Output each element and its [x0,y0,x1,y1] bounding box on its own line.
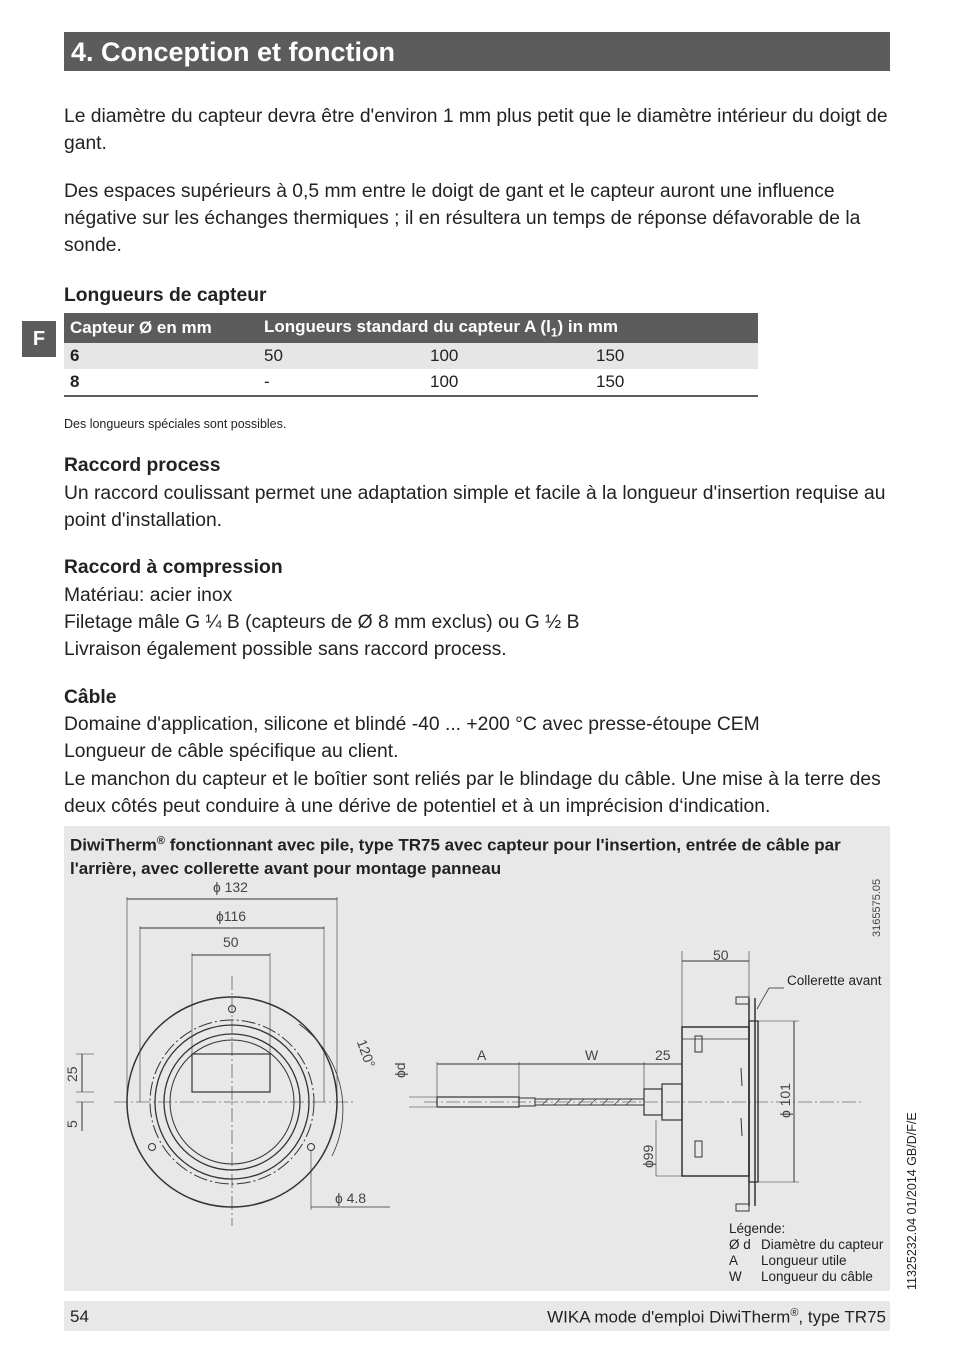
dim-diameter-132: ɸ 132 [213,879,248,895]
dim-width-50-front: 50 [223,934,239,950]
dim-diameter-116: ɸ116 [216,908,247,924]
cable-shielding: Le manchon du capteur et le boîtier sont reliés par le blindage du câble. Une mise à la terre des deux côtés peut conduire à une dérive de potentiel et à un imprécision d‘indication. [64,769,881,817]
figure-title: DiwiTherm® fonctionnant avec pile, type TR75 avec capteur pour l'insertion, entrée de câble par l'arrière, avec collerette avant pour montage panneau [70,835,841,878]
table-cell: 150 [590,343,758,369]
language-tab: F [22,321,56,357]
dim-height-5: 5 [64,1120,80,1128]
technical-drawing [64,826,890,1291]
legend [729,1221,884,1284]
page-footer [64,1301,890,1331]
sensor-lengths-table [64,313,758,397]
compression-fitting-heading: Raccord à compression [64,557,283,578]
legend-value: Diamètre du capteur [761,1237,884,1252]
side-view [409,951,864,1211]
collerette-label: Collerette avant [787,973,882,988]
table-cell: 6 [64,343,258,369]
table-row [64,343,758,369]
dim-width-25: 25 [655,1047,671,1063]
table-row [64,369,758,396]
table-cell: 150 [590,369,758,396]
legend-title: Légende: [729,1221,786,1236]
dim-diameter-101: ɸ 101 [777,1083,793,1118]
legend-key: A [729,1253,739,1268]
sensor-lengths-heading: Longueurs de capteur [64,285,267,306]
dim-angle-120: 120° [353,1037,379,1070]
drawing-number: 3165575.05 [871,878,883,937]
dim-sensor-diameter: ɸd [392,1062,408,1078]
table-cell: 50 [258,343,424,369]
dim-diameter-99: ɸ99 [640,1144,656,1168]
table-cell: - [258,369,424,396]
section-title-bar [64,32,890,71]
legend-key: Ø d [729,1237,751,1252]
technical-drawing-panel [64,826,890,1291]
cable-application: Domaine d'application, silicone et blindé -40 ... +200 °C avec presse-étoupe CEM [64,714,760,735]
cable-length: Longueur de câble spécifique au client. [64,741,399,762]
dim-width-50-side: 50 [713,947,729,963]
process-connection-text: Un raccord coulissant permet une adaptation simple et facile à la longueur d'insertion requise au point d'installation. [64,483,886,531]
table-header-diameter: Capteur Ø en mm [64,313,258,343]
compression-delivery: Livraison également possible sans raccord process. [64,639,507,660]
process-connection-heading: Raccord process [64,455,221,476]
table-cell: 100 [424,343,590,369]
page-number: 54 [70,1307,89,1326]
cable-heading: Câble [64,687,117,708]
legend-value: Longueur utile [761,1253,847,1268]
compression-thread: Filetage mâle G ¼ B (capteurs de Ø 8 mm exclus) ou G ½ B [64,612,580,633]
dim-height-25: 25 [64,1066,80,1082]
dim-label-A: A [477,1047,487,1063]
footer-document-title: WIKA mode d'emploi DiwiTherm®, type TR75 [547,1307,886,1327]
table-cell: 100 [424,369,590,396]
dim-diameter-4-8: ɸ 4.8 [335,1190,367,1206]
table-cell: 8 [64,369,258,396]
special-lengths-note: Des longueurs spéciales sont possibles. [64,417,287,431]
document-id: 11325232.04 01/2014 GB/D/F/E [905,1112,919,1290]
dim-label-W: W [585,1047,599,1063]
compression-material: Matériau: acier inox [64,585,233,606]
section-title: 4. Conception et fonction [71,37,395,67]
table-header-lengths: Longueurs standard du capteur A $(l_1)$ in mm [258,313,758,343]
paragraph-gap-influence: Des espaces supérieurs à 0,5 mm entre le doigt de gant et le capteur auront une influence négative sur les échanges thermiques ; il en résultera un temps de réponse défavorable de la sonde. [64,181,861,256]
table-header-row [64,313,758,343]
legend-key: W [729,1269,742,1284]
legend-value: Longueur du câble [761,1269,873,1284]
paragraph-sensor-diameter: Le diamètre du capteur devra être d'environ 1 mm plus petit que le diamètre intérieur du doigt de gant. [64,106,888,154]
